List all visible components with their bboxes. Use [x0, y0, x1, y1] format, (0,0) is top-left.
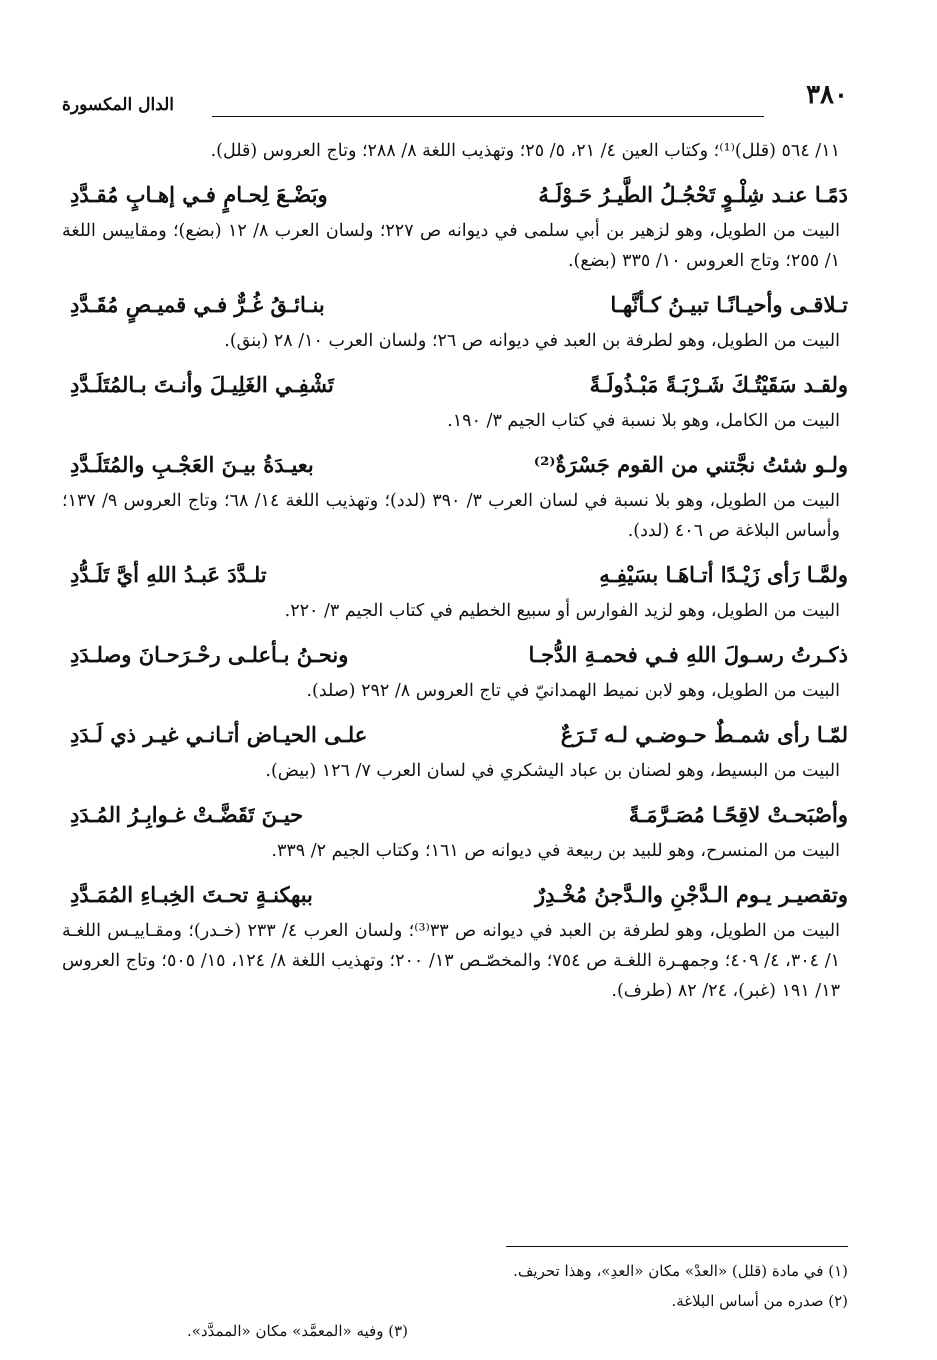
- footnote: (١) في مادة (قلل) «العدْ» مكان «العدِ»، وهذا تحريف.: [513, 1262, 848, 1280]
- verse-first-hemistich: ذكـرتُ رسـولَ اللهِ فـي فحمـةِ الدُّجـا: [528, 642, 848, 667]
- verse-second-hemistich: تَشْفِـي الغَلِيـلَ وأنـتَ بـالمُتَلَـدَّدِ: [70, 372, 334, 397]
- footnotes: [62, 1258, 848, 1348]
- verse-first-hemistich: لمّـا رأى شمـطٌ حـوضـي لـه تَـرَعٌ: [560, 722, 848, 747]
- verse-second-hemistich: تلـدَّدَ عَبـدُ اللهِ أيَّ تَلَـدُّدِ: [70, 562, 267, 587]
- verse-line: [62, 878, 848, 912]
- verse-line: [62, 288, 848, 322]
- page-number: ٣٨٠: [806, 80, 848, 110]
- verse-line: [62, 368, 848, 402]
- footnote-rule: [506, 1246, 848, 1247]
- verse-line: [62, 718, 848, 752]
- verse-first-hemistich: دَمًـا عنـد شِلْـوٍ تَحْجُـلُ الطَّيـرُ حَـوْلَـهُ: [538, 182, 848, 207]
- verse-line: [62, 638, 848, 672]
- citation-note: ١١/ ٥٦٤ (قلل)⁽¹⁾؛ وكتاب العين ٤/ ٢١، ٥/ ٢٥؛ وتهذيب اللغة ٨/ ٢٨٨؛ وتاج العروس (قلل).: [210, 141, 840, 161]
- citation-note: البيت من الطويل، وهو لطرفة بن العبد في ديوانه ص ٢٦؛ ولسان العرب ١٠/ ٢٨ (بنق).: [224, 331, 840, 351]
- verse-first-hemistich: ولـو شئتُ نجَّتني من القوم جَسْرَةٌ⁽²⁾: [533, 452, 848, 477]
- verse-line: [62, 798, 848, 832]
- citation-note: البيت من الطويل، وهو لزهير بن أبي سلمى في ديوانه ص ٢٢٧؛ ولسان العرب ٨/ ١٢ (بضع)؛ ومقاييس اللغة ١/ ٢٥٥؛ وتاج العروس ١٠/ ٣٣٥ (بضع).: [62, 221, 840, 271]
- verse-first-hemistich: ولمَّـا رَأى زَيْـدًا أتـاهَـا بسَيْفِـهِ: [599, 562, 848, 587]
- verse-second-hemistich: وبَضْـعَ لِحـامٍ فـي إهـابٍ مُقـدَّدِ: [70, 182, 328, 207]
- citation-note: البيت من الكامل، وهو بلا نسبة في كتاب الجيم ٣/ ١٩٠.: [447, 411, 840, 431]
- verse-first-hemistich: تـلاقـى وأحيـانًـا تبيـنُ كـأنَّهـا: [610, 292, 848, 317]
- citation-note: البيت من البسيط، وهو لصنان بن عباد اليشكري في لسان العرب ٧/ ١٢٦ (بيض).: [265, 761, 840, 781]
- verse-second-hemistich: بعيـدَةُ بيـنَ العَجْـبِ والمُتَلَـدَّدِ: [70, 452, 314, 477]
- citation-note: البيت من الطويل، وهو بلا نسبة في لسان العرب ٣/ ٣٩٠ (لدد)؛ وتهذيب اللغة ١٤/ ٦٨؛ وتاج العروس ٩/ ١٣٧؛ وأساس البلاغة ص ٤٠٦ (لدد).: [62, 491, 840, 541]
- header-rule: [212, 116, 764, 117]
- main-text: [62, 136, 848, 1012]
- citation-note: البيت من المنسرح، وهو للبيد بن ربيعة في ديوانه ص ١٦١؛ وكتاب الجيم ٢/ ٣٣٩.: [271, 841, 840, 861]
- citation-note: البيت من الطويل، وهو لزيد الفوارس أو سبيع الخطيم في كتاب الجيم ٣/ ٢٢٠.: [284, 601, 840, 621]
- citation-note: البيت من الطويل، وهو لطرفة بن العبد في ديوانه ص ٣٣⁽³⁾؛ ولسان العرب ٤/ ٢٣٣ (خـدر)؛ ومقـاييـس اللغـة ١/ ٣٠٤، ٤/ ٤٠٩؛ وجمهـرة اللغـة ص ٧٥٤؛ والمخصّـص ١٣/ ٢٠٠؛ وتهذيب اللغة ٨/ ١٢٤، ١٥/ ٥٠٥؛ وتاج العروس ١٣/ ١٩١ (غبر)، ٢٤/ ٨٢ (طرف).: [62, 921, 841, 1001]
- footnote: (٣) وفيه «المعمَّد» مكان «الممدَّد».: [186, 1322, 408, 1340]
- verse-first-hemistich: ولقـد سَقَيْتُـكَ شَـرْبَـةً مَبْـذُولَـةً: [589, 372, 848, 397]
- verse-line: [62, 178, 848, 212]
- verse-second-hemistich: ونحـنُ بـأعلـى رحْـرَحـانَ وصلـدَدِ: [70, 642, 349, 667]
- verse-second-hemistich: حيـنَ تَقَضَّـتْ غـوابِـرُ المُـدَدِ: [70, 802, 304, 827]
- verse-second-hemistich: ببهكنـةٍ تحـتَ الخِبـاءِ المُمَـدَّدِ: [70, 882, 313, 907]
- verse-first-hemistich: وتقصيـر يـوم الـدَّجْنِ والـدَّجنُ مُخْـدِرٌ: [534, 882, 848, 907]
- footnote: (٢) صدره من أساس البلاغة.: [671, 1292, 848, 1310]
- chapter-title: الدال المكسورة: [62, 95, 175, 115]
- citation-note: البيت من الطويل، وهو لابن نميط الهمدانيّ في تاج العروس ٨/ ٢٩٢ (صلد).: [306, 681, 840, 701]
- running-head: [62, 78, 848, 124]
- verse-first-hemistich: وأصْبَحـتْ لاقِحًـا مُصَـرَّمَـةً: [628, 802, 848, 827]
- verse-second-hemistich: علـى الحيـاض أتـانـي غيـر ذي لَـدَدِ: [70, 722, 368, 747]
- verse-line: [62, 448, 848, 482]
- verse-second-hemistich: بنـائـقُ غُـرٌّ فـي قميـصٍ مُقَـدَّدِ: [70, 292, 325, 317]
- verse-line: [62, 558, 848, 592]
